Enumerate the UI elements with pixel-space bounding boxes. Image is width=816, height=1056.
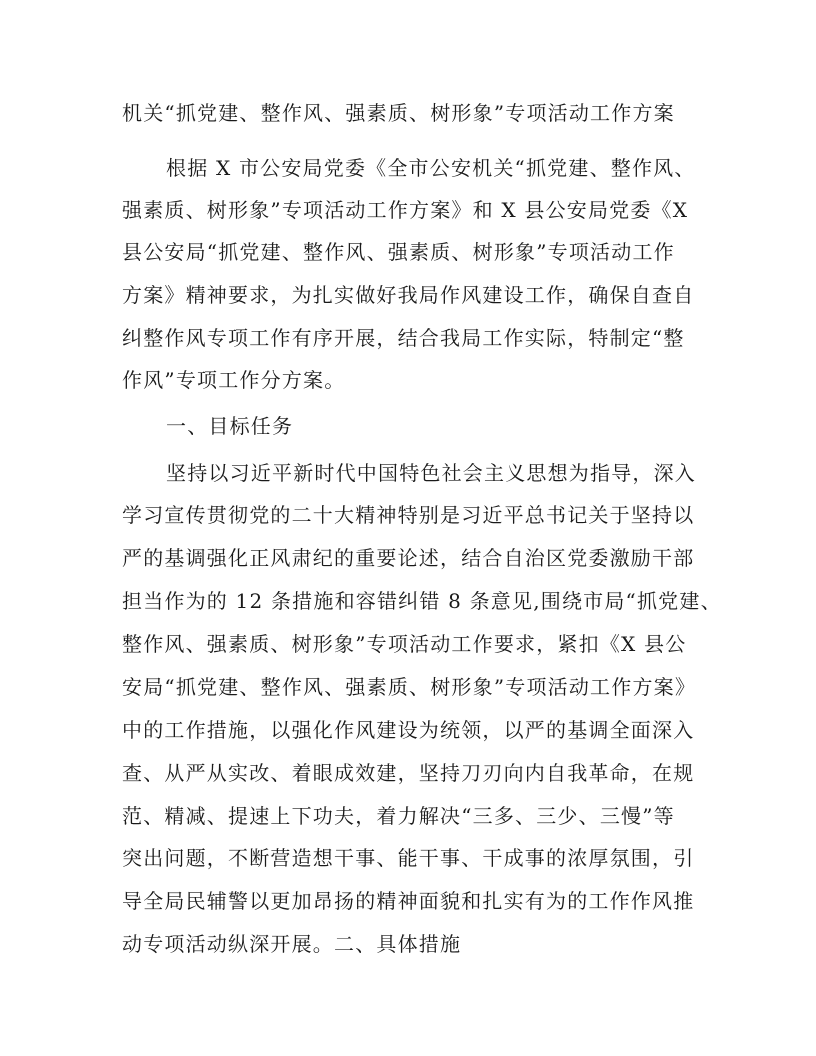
body-line-5: 整作风、强素质、树形象”专项活动工作要求，紧扣《X 县公 — [122, 632, 687, 656]
body-line-6: 安局“抓党建、整作风、强素质、树形象”专项活动工作方案》 — [122, 675, 697, 699]
body-line-10: 突出问题，不断营造想干事、能干事、干成事的浓厚氛围，引 — [122, 846, 695, 870]
intro-line-5: 纠整作风专项工作有序开展，结合我局工作实际，特制定“整 — [122, 326, 685, 350]
body-line-9: 范、精减、提速上下功夫，着力解决“三多、三少、三慢”等 — [122, 804, 675, 828]
body-line-7: 中的工作措施，以强化作风建设为统领，以严的基调全面深入 — [122, 718, 695, 742]
body-line-3: 严的基调强化正风肃纪的重要论述，结合自治区党委激励干部 — [122, 546, 695, 570]
section-heading: 一、目标任务 — [166, 414, 294, 438]
intro-line-2: 强素质、树形象”专项活动工作方案》和 X 县公安局党委《X — [122, 198, 689, 222]
intro-line-3: 县公安局“抓党建、整作风、强素质、树形象”专项活动工作 — [122, 240, 675, 264]
body-line-11: 导全局民辅警以更加昂扬的精神面貌和扎实有为的工作作风推 — [122, 889, 695, 913]
intro-line-4: 方案》精神要求，为扎实做好我局作风建设工作，确保自查自 — [122, 283, 695, 307]
body-line-8: 查、从严从实改、着眼成效建，坚持刀刃向内自我革命，在规 — [122, 761, 695, 785]
body-line-1: 坚持以习近平新时代中国特色社会主义思想为指导，深入 — [166, 461, 696, 485]
intro-line-6: 作风”专项工作分方案。 — [122, 368, 346, 392]
intro-line-1: 根据 X 市公安局党委《全市公安机关“抓党建、整作风、 — [166, 156, 696, 180]
document-title: 机关“抓党建、整作风、强素质、树形象”专项活动工作方案 — [122, 101, 675, 125]
body-line-2: 学习宣传贯彻党的二十大精神特别是习近平总书记关于坚持以 — [122, 503, 695, 527]
body-line-4: 担当作为的 12 条措施和容错纠错 8 条意见,围绕市局“抓党建、 — [122, 589, 722, 613]
body-line-12: 动专项活动纵深开展。二、具体措施 — [122, 932, 462, 956]
